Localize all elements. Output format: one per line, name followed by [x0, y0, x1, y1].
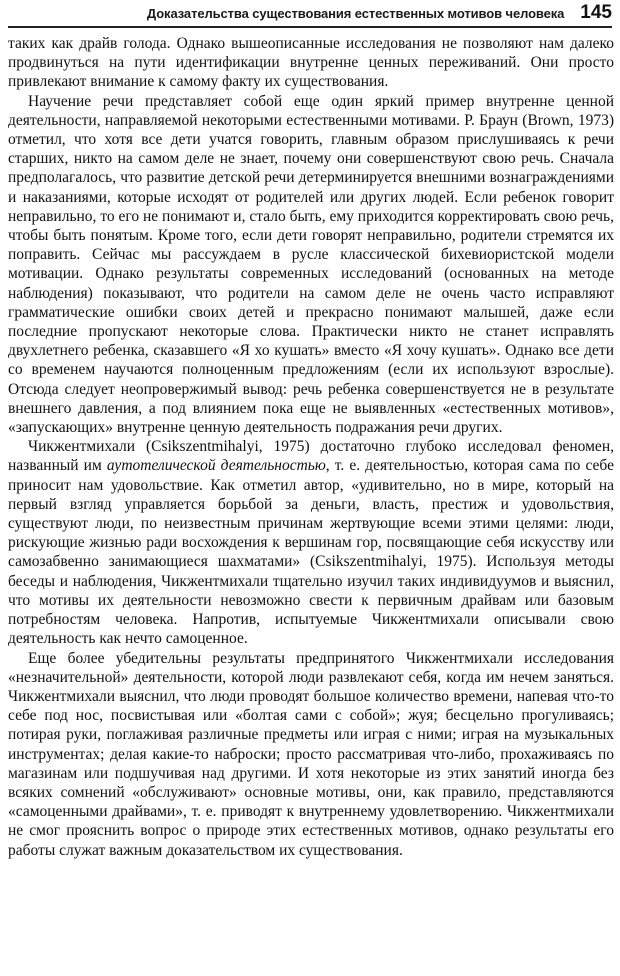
paragraph-autotelic-start: Чикжентмихали (Csikszentmihalyi, 1975) достаточно глубоко исследовал феномен, названный им	[8, 438, 614, 475]
paragraph-autotelic	[8, 437, 614, 648]
paragraph-autotelic-end: , т. е. деятельностью, которая сама по себе приносит нам удовольствие. Как отметил автор, «удивительно, но в мире, который на первый взгляд управляется борьбой за деньги, власть, престиж и удовольствия, существуют люди, по неизвестным причинам жертвующие всеми этими целями: люди, рискующие жизнью ради восхождения к вершинам гор, посвящающие себя искусству или самозабвенно занимающиеся шахматами» (Csikszentmihalyi, 1975). Используя методы беседы и наблюдения, Чикжентмихали тщательно изучил таких индивидуумов и выяснил, что мотивы их деятельности невозможно свести к первичным драйвам или базовым потребностям человека. Напротив, испытуемые Чикжентмихали описывали свою деятельность как нечто самоценное.	[8, 457, 614, 648]
paragraph-speech-learning: Научение речи представляет собой еще один яркий пример внутренне ценной деятельности, направляемой некоторыми естественными мотивами. Р. Браун (Brown, 1973) отметил, что хотя все дети учатся говорить, главным образом прислушиваясь к речи старших, никто на самом деле не знает, почему они совершенствуют свою речь. Сначала предполагалось, что развитие детской речи детерминируется внешними вознаграждениями и наказаниями, которые исходят от родителей или других людей. Если ребенок говорит неправильно, то его не понимают и, стало быть, ему приходится корректировать свою речь, чтобы быть понятым. Кроме того, если дети говорят неправильно, родители стремятся их поправить. Сейчас мы рассуждаем в русле классической бихевиористской модели мотивации. Однако результаты современных исследований (основанных на методе наблюдения) показывают, что родители на самом деле не очень часто исправляют грамматические ошибки своих детей и прекрасно понимают малышей, даже если последние пропускают некоторые слова. Практически никто не станет исправлять двухлетнего ребенка, сказавшего «Я хо кушать» вместо «Я хочу кушать». Однако все дети со временем научаются полноценным предложениям (если их используют взрослые). Отсюда следует неопровержимый вывод: речь ребенка совершенствуется не в результате внешнего давления, а под влиянием пока еще не выявленных «естественных мотивов», «запускающих» внутренне ценную деятельность подражания речи других.	[8, 92, 614, 437]
italic-term: аутотелической деятельностью	[106, 457, 326, 475]
running-title: Доказательства существования естественных мотивов человека	[146, 5, 565, 21]
page-header	[8, 0, 612, 28]
paragraph-minor-activity: Еще более убедительны результаты предпринятого Чикжентмихали исследования «незначительной» деятельности, которой люди развлекают себя, когда им нечем заняться. Чикжентмихали выяснил, что люди проводят большое количество времени, напевая что-то себе под нос, посвистывая или «болтая сами с собой»; жуя; бесцельно прогуливаясь; потирая руки, поглаживая различные предметы или играя с ними; играя на музыкальных инструментах; делая какие-то наброски; просто рассматривая что-либо, прохаживаясь по магазинам или подшучивая над другими. И хотя некоторые из этих занятий иногда без всяких сомнений «обслуживают» основные мотивы, они, как правило, представляются «самоценными драйвами», т. е. приводят к внутреннему удовлетворению. Чикжентмихали не смог прояснить вопрос о природе этих естественных мотивов, однако результаты его работы служат важным доказательством их существования.	[8, 649, 614, 859]
paragraph-continuation: таких как драйв голода. Однако вышеописанные исследования не позволяют нам далеко продвинуться на пути идентификации внутренне ценных переживаний. Они просто привлекают внимание к самому факту их существования.	[8, 35, 614, 91]
body-text	[8, 34, 614, 860]
page-number: 145	[580, 2, 612, 23]
